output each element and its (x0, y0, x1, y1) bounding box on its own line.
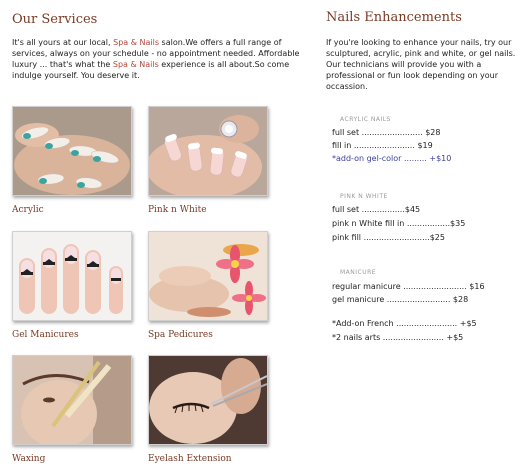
service-card-gel-manicures[interactable] (12, 231, 132, 340)
waxing-image[interactable] (12, 355, 132, 445)
gel-manicures-label[interactable]: Gel Manicures (12, 330, 79, 340)
intro-text-1: It's all yours at our local, (12, 38, 114, 47)
spa-pedicures-image[interactable] (148, 231, 268, 321)
eyelash-extension-image[interactable] (148, 355, 268, 445)
brand-link-2[interactable]: Spa & Nails (112, 60, 159, 69)
acrylic-label[interactable]: Acrylic (12, 205, 44, 215)
manicure-heading: MANICURE (340, 269, 377, 276)
price-pink-fill: pink fill ..........................$25 (332, 233, 445, 242)
service-card-spa-pedicures[interactable] (148, 231, 268, 340)
nails-intro: If you're looking to enhance your nails, try our sculptured, acrylic, pink and white, or gel nails. Our technicians will provide you with a professional or fun look depending on your occassion. (326, 38, 516, 91)
waxing-label[interactable]: Waxing (12, 454, 46, 464)
services-intro (12, 37, 302, 81)
price-pnw-fill-in: pink n White fill in .................$35 (332, 219, 466, 228)
pink-n-white-heading: PINK N WHITE (340, 193, 388, 200)
price-addon-french: *Add-on French ........................ +$5 (332, 319, 477, 328)
service-card-acrylic[interactable] (12, 106, 132, 215)
services-title: Our Services (12, 12, 98, 27)
acrylic-image[interactable] (12, 106, 132, 196)
intro-text-2: salon.We offers a full range of services, always on your schedule - no appointment needed. Affordable luxury ... that's what the (12, 38, 300, 69)
price-acrylic-gel-color: *add-on gel-color ......... +$10 (332, 154, 452, 163)
spa-pedicures-label[interactable]: Spa Pedicures (148, 330, 213, 340)
price-gel-manicure: gel manicure ......................... $28 (332, 295, 469, 304)
nails-title: Nails Enhancements (326, 10, 462, 25)
price-acrylic-fill-in: fill in ........................ $19 (332, 141, 433, 150)
pink-n-white-image[interactable] (148, 106, 268, 196)
service-card-eyelash-extension[interactable] (148, 355, 268, 464)
intro-text-3: experience is all about.So come indulge yourself. You deserve it. (12, 60, 290, 80)
acrylic-nails-heading: ACRYLIC NAILS (340, 116, 391, 123)
gel-manicures-image[interactable] (12, 231, 132, 321)
price-pnw-full-set: full set .................$45 (332, 205, 421, 214)
pink-n-white-label[interactable]: Pink n White (148, 205, 207, 215)
service-card-pink-n-white[interactable] (148, 106, 268, 215)
price-nail-arts: *2 nails arts ........................ +$5 (332, 333, 464, 342)
brand-link-1[interactable]: Spa & Nails (113, 38, 159, 47)
service-card-waxing[interactable] (12, 355, 132, 464)
price-regular-manicure: regular manicure ......................... $16 (332, 282, 485, 291)
eyelash-extension-label[interactable]: Eyelash Extension (148, 454, 232, 464)
price-acrylic-full-set: full set ........................ $28 (332, 128, 441, 137)
